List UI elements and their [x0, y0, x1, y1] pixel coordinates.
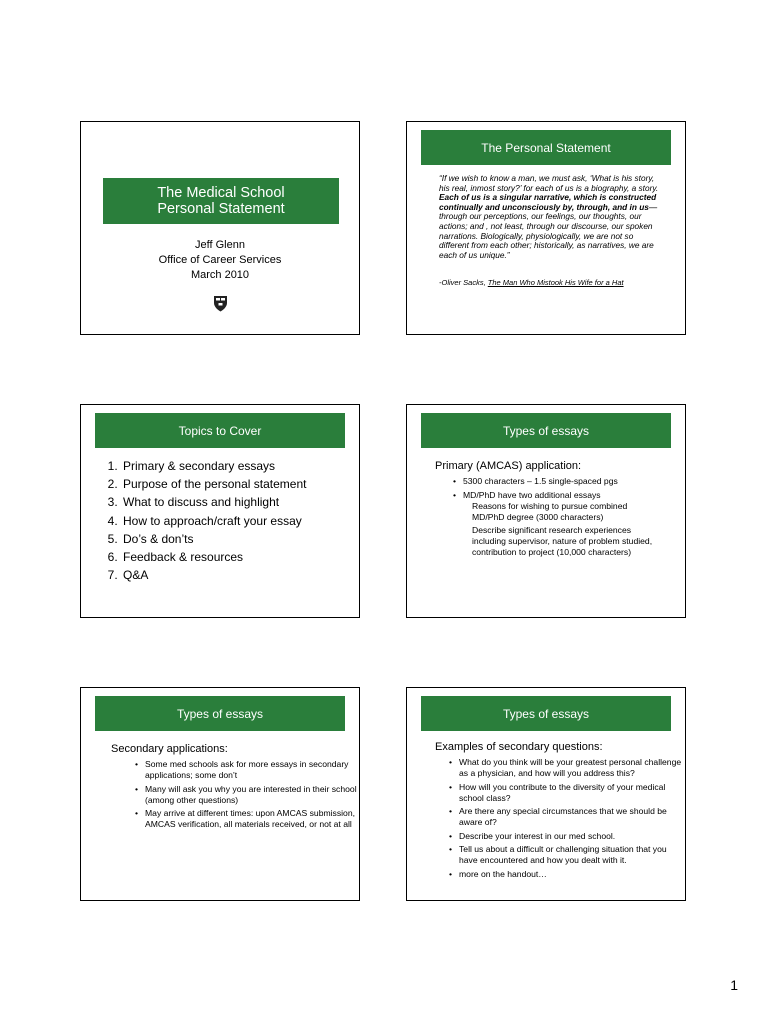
- harvard-shield-icon: [213, 295, 228, 312]
- slide-types-primary: [406, 404, 686, 618]
- section-lead: Secondary applications:: [111, 743, 228, 755]
- sacks-quote: “If we wish to know a man, we must ask, ‘What is his story, his real, inmost story?’ for each of us is a biography, a story. Each of us is a singular narrative, which is constructed continually and unconsciously by, through, and in us—through our perceptions, our feelings, our thoughts, our actions; and , not least, through our discourse, our spoken narrations. Biologically, physiologically, we are not so different from each other; historically, as narratives, we are each of us unique.”: [439, 173, 659, 260]
- list-item: Reasons for wishing to pursue combined MD/PhD degree (3000 characters): [472, 501, 628, 522]
- section-lead: Examples of secondary questions:: [435, 741, 603, 753]
- slide-topics: [80, 404, 360, 618]
- bullet-list: [133, 759, 359, 833]
- list-item: Describe significant research experiences including supervisor, nature of problem studied, contribution to project (10,000 characters): [472, 525, 653, 557]
- sub-list: [460, 501, 660, 560]
- list-item: • Describe your interest in our med school.: [459, 831, 685, 842]
- slide-personal-statement: [406, 121, 686, 335]
- list-item: 1. Primary & secondary essays: [121, 457, 306, 475]
- slide-types-secondary: [80, 687, 360, 901]
- bullet-list: [451, 476, 685, 503]
- page-number: 1: [730, 977, 738, 993]
- slide-header: Types of essays: [421, 413, 671, 448]
- slide-header: The Personal Statement: [421, 130, 671, 165]
- slide-header: Topics to Cover: [95, 413, 345, 448]
- slide-title-banner: [103, 178, 339, 224]
- list-item: • Tell us about a difficult or challenging situation that you have encountered and how you dealt with it.: [459, 844, 685, 866]
- list-item: 2. Purpose of the personal statement: [121, 475, 306, 493]
- list-item: • May arrive at different times: upon AMCAS submission, AMCAS verification, all materials received, or not at all: [145, 808, 359, 830]
- list-item: • Are there any special circumstances that we should be aware of?: [459, 806, 685, 828]
- section-lead: Primary (AMCAS) application:: [435, 460, 582, 472]
- slide-title: [80, 121, 360, 335]
- title-line-2: Personal Statement: [157, 201, 285, 217]
- list-item: • 5300 characters – 1.5 single-spaced pgs: [463, 476, 685, 487]
- list-item: 6. Feedback & resources: [121, 548, 306, 566]
- author-office: Office of Career Services: [158, 254, 282, 266]
- list-item: • Some med schools ask for more essays in secondary applications; some don’t: [145, 759, 359, 781]
- list-item: 5. Do’s & don’ts: [121, 530, 306, 548]
- presentation-date: March 2010: [190, 269, 250, 281]
- slide-header: Types of essays: [421, 696, 671, 731]
- list-item: • MD/PhD have two additional essays: [463, 490, 685, 501]
- title-line-1: The Medical School: [157, 185, 285, 201]
- list-item: 7. Q&A: [121, 566, 306, 584]
- list-item: 4. How to approach/craft your essay: [121, 512, 306, 530]
- list-item: • What do you think will be your greatest personal challenge as a physician, and how will you address this?: [459, 757, 685, 779]
- list-item: • Many will ask you why you are interested in their school (among other questions): [145, 784, 359, 806]
- list-item: • How will you contribute to the diversity of your medical school class?: [459, 782, 685, 804]
- bullet-list: [447, 757, 685, 882]
- list-item: 3. What to discuss and highlight: [121, 493, 306, 511]
- quote-emphasis: Each of us is a singular narrative, which is constructed continually and unconsciously by, through, and in us: [439, 192, 657, 212]
- slide-header: Types of essays: [95, 696, 345, 731]
- author-name: Jeff Glenn: [195, 239, 245, 251]
- slide-secondary-questions: [406, 687, 686, 901]
- book-title: The Man Who Mistook His Wife for a Hat: [487, 278, 624, 287]
- quote-citation: -Oliver Sacks, The Man Who Mistook His Wife for a Hat: [439, 278, 624, 287]
- list-item: • more on the handout…: [459, 869, 685, 880]
- topics-list: [105, 457, 306, 584]
